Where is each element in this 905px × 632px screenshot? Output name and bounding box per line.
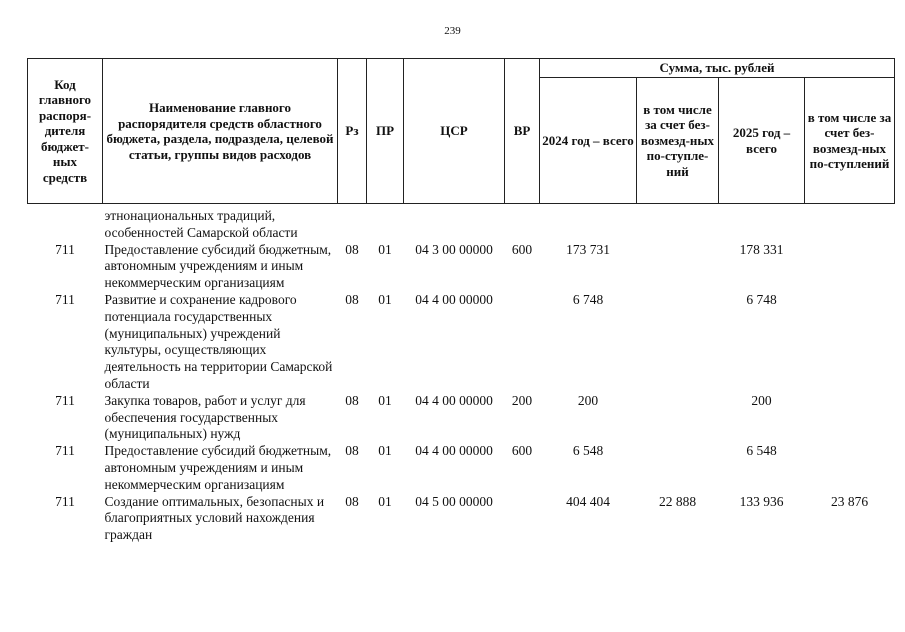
row-2025-nonrepayable bbox=[805, 242, 895, 292]
header-2025-total: 2025 год – всего bbox=[719, 78, 805, 204]
row-rz: 08 bbox=[345, 493, 359, 509]
header-2025-nonrepayable: в том числе за счет без-возмезд-ных по-ступлений bbox=[805, 78, 895, 204]
row-csr: 04 5 00 00000 bbox=[415, 493, 493, 509]
row-rz: 08 bbox=[345, 291, 359, 307]
row-2024-nonrepayable bbox=[637, 242, 719, 292]
row-2024-total: 6 548 bbox=[572, 443, 604, 459]
row-2025-total: 178 331 bbox=[739, 241, 784, 257]
row-2024-total: 404 404 bbox=[566, 493, 610, 509]
table-row bbox=[28, 443, 895, 493]
row-2024-nonrepayable bbox=[637, 393, 719, 443]
row-2025-total: 200 bbox=[751, 392, 772, 408]
row-csr: 04 3 00 00000 bbox=[415, 241, 493, 257]
row-2025-total: 133 936 bbox=[739, 493, 784, 509]
row-rz: 08 bbox=[345, 241, 359, 257]
header-pr: ПР bbox=[367, 59, 404, 204]
row-2025-nonrepayable bbox=[805, 292, 895, 393]
budget-table bbox=[27, 58, 895, 544]
row-code: 711 bbox=[55, 493, 75, 509]
table-row bbox=[28, 242, 895, 292]
row-code: 711 bbox=[55, 291, 75, 307]
row-csr: 04 4 00 00000 bbox=[415, 291, 493, 307]
row-pr: 01 bbox=[378, 443, 392, 459]
row-2024-total: 6 748 bbox=[572, 291, 604, 307]
row-2025-nonrepayable bbox=[805, 393, 895, 443]
table-row-continuation bbox=[28, 204, 895, 242]
table-row bbox=[28, 494, 895, 544]
row-2024-nonrepayable: 22 888 bbox=[658, 493, 697, 509]
table-row bbox=[28, 393, 895, 443]
row-name: Закупка товаров, работ и услуг для обеспечения государственных (муниципальных) нужд bbox=[104, 392, 306, 442]
header-code: Код главного распоря-дителя бюджет-ных средств bbox=[28, 59, 103, 204]
row-csr: 04 4 00 00000 bbox=[415, 443, 493, 459]
row-rz: 08 bbox=[345, 443, 359, 459]
row-vr: 600 bbox=[511, 241, 533, 257]
row-name: Предоставление субсидий бюджетным, автономным учреждениям и иным некоммерческим организациям bbox=[104, 241, 332, 291]
table-header bbox=[28, 59, 895, 204]
row-vr bbox=[505, 292, 540, 393]
header-rz: Рз bbox=[338, 59, 367, 204]
row-pr: 01 bbox=[378, 291, 392, 307]
header-2024-total: 2024 год – всего bbox=[540, 78, 637, 204]
row-2025-total: 6 748 bbox=[746, 291, 777, 307]
row-2025-total: 6 548 bbox=[746, 443, 777, 459]
row-code: 711 bbox=[55, 241, 75, 257]
row-vr: 600 bbox=[511, 443, 533, 459]
row-vr bbox=[505, 494, 540, 544]
row-rz: 08 bbox=[345, 392, 359, 408]
row-code: 711 bbox=[55, 443, 75, 459]
row-2024-total: 173 731 bbox=[566, 241, 610, 257]
header-csr: ЦСР bbox=[404, 59, 505, 204]
header-2024-nonrepayable: в том числе за счет без-возмезд-ных по-ступле-ний bbox=[637, 78, 719, 204]
row-name: Развитие и сохранение кадрового потенциала государственных (муниципальных) учреждений культуры, осуществляющих деятельность на территории Самарской области bbox=[104, 291, 333, 391]
row-2025-nonrepayable: 23 876 bbox=[830, 493, 869, 509]
row-2024-nonrepayable bbox=[637, 443, 719, 493]
row-vr: 200 bbox=[511, 392, 533, 408]
row-pr: 01 bbox=[378, 392, 392, 408]
header-sum: Сумма, тыс. рублей bbox=[540, 59, 895, 78]
row-pr: 01 bbox=[378, 493, 392, 509]
row-name: этнонациональных традиций, особенностей Самарской области bbox=[104, 208, 298, 240]
header-name: Наименование главного распорядителя средств областного бюджета, раздела, подраздела, целевой статьи, группы видов расходов bbox=[103, 59, 338, 204]
row-csr: 04 4 00 00000 bbox=[415, 392, 493, 408]
row-name: Создание оптимальных, безопасных и благоприятных условий нахождения граждан bbox=[104, 493, 325, 543]
row-pr: 01 bbox=[378, 241, 392, 257]
row-code: 711 bbox=[55, 392, 75, 408]
table-body bbox=[28, 204, 895, 544]
row-2024-nonrepayable bbox=[637, 292, 719, 393]
header-vr: ВР bbox=[505, 59, 540, 204]
row-2025-nonrepayable bbox=[805, 443, 895, 493]
row-name: Предоставление субсидий бюджетным, автономным учреждениям и иным некоммерческим организациям bbox=[104, 443, 332, 492]
page-number: 239 bbox=[444, 25, 461, 37]
row-2024-total: 200 bbox=[577, 392, 599, 408]
table-row bbox=[28, 292, 895, 393]
